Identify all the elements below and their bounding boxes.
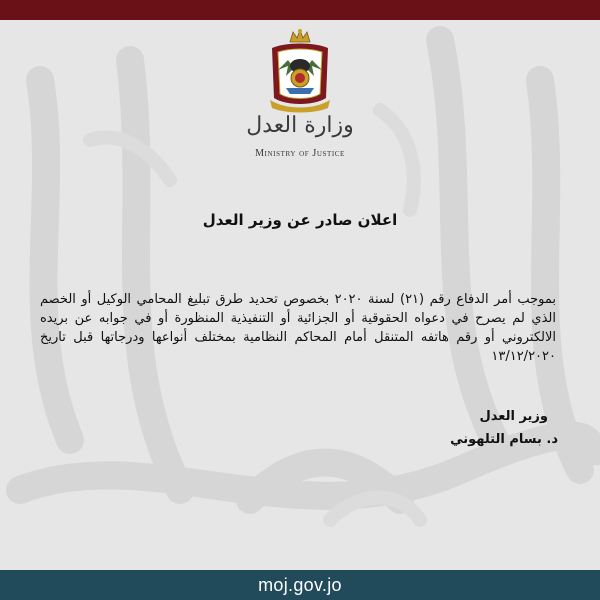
signatory-role: وزير العدل (479, 409, 548, 424)
announcement-title: اعلان صادر عن وزير العدل (202, 211, 398, 229)
jordan-coat-of-arms-icon (266, 28, 334, 114)
ministry-name-english: Ministry of Justice (255, 148, 345, 159)
ministry-name-arabic: وزارة العدل (246, 113, 354, 138)
website-url[interactable]: moj.gov.jo (258, 574, 342, 595)
announcement-body: بموجب أمر الدفاع رقم (٢١) لسنة ٢٠٢٠ بخصوص تحديد طرق تبليغ المحامي الوكيل أو الخصم الذي لم يصرح في دعواه الحقوقية أو الجزائية أو التنفيذية المنظورة أو في جوابه عن بريده الالكتروني أو رقم هاتفه المتنقل أمام المحاكم النظامية بمختلف أنواعها ودرجاتها قبل تاريخ ١٣/١٢/٢٠٢٠ (40, 292, 556, 364)
footer-bar (0, 570, 600, 600)
signatory-name: د. بسام التلهوني (450, 432, 558, 447)
top-bar (0, 0, 600, 20)
